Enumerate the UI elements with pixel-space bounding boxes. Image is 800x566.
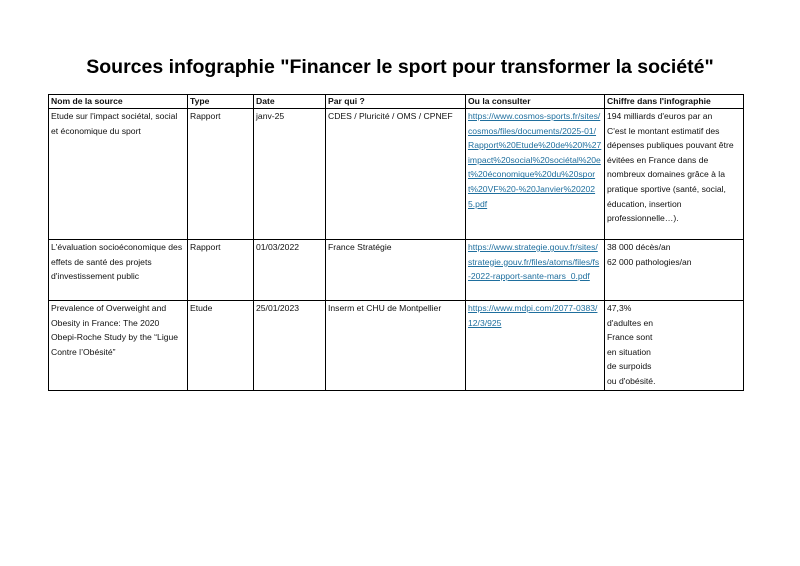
source-type-cell: Rapport bbox=[188, 109, 254, 240]
source-type-cell: Rapport bbox=[188, 240, 254, 301]
source-link[interactable]: https://www.cosmos-sports.fr/sites/cosmos/files/documents/2025-01/Rapport%20Etude%20de%20l%27impact%20social%20sociétal%20et%20économique%20du%20sport%20VF%20-%20Janvier%202025.pdf bbox=[468, 111, 602, 209]
source-author-cell: France Stratégie bbox=[326, 240, 466, 301]
source-date-cell: 01/03/2022 bbox=[254, 240, 326, 301]
source-link[interactable]: https://www.strategie.gouv.fr/sites/strategie.gouv.fr/files/atoms/files/fs-2022-rapport-sante-mars_0.pdf bbox=[468, 242, 600, 282]
column-header-date: Date bbox=[254, 95, 326, 109]
column-header-by: Par qui ? bbox=[326, 95, 466, 109]
table-row bbox=[49, 301, 744, 391]
source-link[interactable]: https://www.mdpi.com/2077-0383/12/3/925 bbox=[468, 303, 598, 328]
column-header-name: Nom de la source bbox=[49, 95, 188, 109]
source-figure-cell: 38 000 décès/an 62 000 pathologies/an bbox=[605, 240, 744, 301]
source-figure-cell: 47,3% d'adultes en France sont en situation de surpoids ou d'obésité. bbox=[605, 301, 744, 391]
sources-table bbox=[48, 94, 744, 391]
column-header-type: Type bbox=[188, 95, 254, 109]
table-header-row bbox=[49, 95, 744, 109]
source-date-cell: 25/01/2023 bbox=[254, 301, 326, 391]
table-row bbox=[49, 109, 744, 240]
source-author-cell: Inserm et CHU de Montpellier bbox=[326, 301, 466, 391]
source-name-cell: L'évaluation socioéconomique des effets de santé des projets d'investissement public bbox=[49, 240, 188, 301]
source-author-cell: CDES / Pluricité / OMS / CPNEF bbox=[326, 109, 466, 240]
source-name-cell: Etude sur l'impact sociétal, social et économique du sport bbox=[49, 109, 188, 240]
column-header-figure: Chiffre dans l'infographie bbox=[605, 95, 744, 109]
table-row bbox=[49, 240, 744, 301]
source-link-cell bbox=[466, 109, 605, 240]
source-link-cell bbox=[466, 301, 605, 391]
source-figure-cell: 194 milliards d'euros par an C'est le montant estimatif des dépenses publiques pouvant être évitées en France dans de nombreux domaines grâce à la pratique sportive (santé, social, éducation, insertion professionnelle…). bbox=[605, 109, 744, 240]
source-link-cell bbox=[466, 240, 605, 301]
document-title: Sources infographie "Financer le sport pour transformer la société" bbox=[86, 56, 714, 78]
source-type-cell: Etude bbox=[188, 301, 254, 391]
source-name-cell: Prevalence of Overweight and Obesity in France: The 2020 Obepi-Roche Study by the “Ligue Contre l’Obésité” bbox=[49, 301, 188, 391]
column-header-link: Ou la consulter bbox=[466, 95, 605, 109]
source-date-cell: janv-25 bbox=[254, 109, 326, 240]
